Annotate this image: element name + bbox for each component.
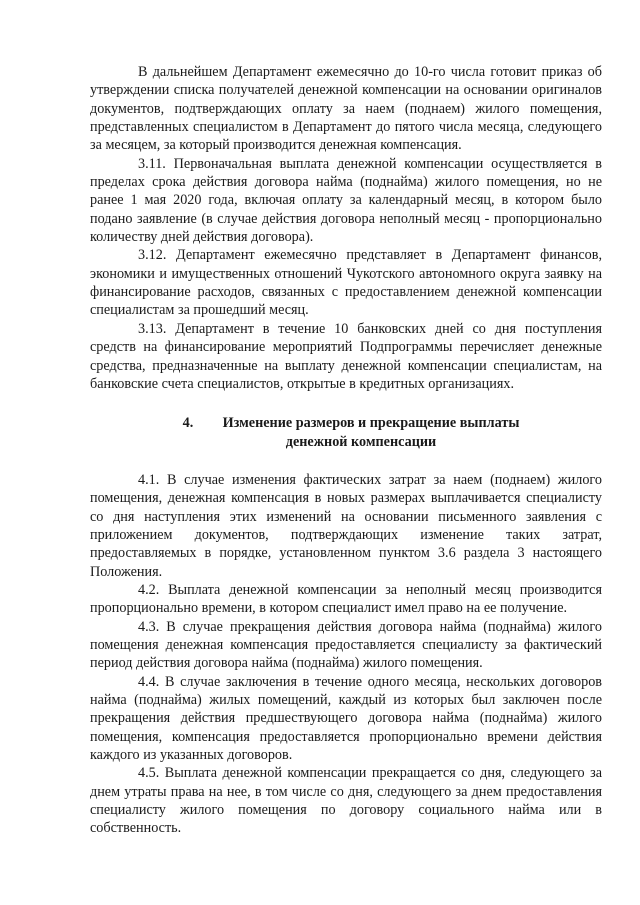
paragraph-4-5: 4.5. Выплата денежной компенсации прекращается со дня, следующего за днем утраты права на нее, в том числе со дня, следующего за днем предоставления специалисту жилого помещения по договору социального найма или в собственность.: [90, 765, 602, 837]
section-title-line1: Изменение размеров и прекращение выплаты: [222, 415, 520, 432]
paragraph-3-11: 3.11. Первоначальная выплата денежной компенсации осуществляется в пределах срока действия договора найма (поднайма) жилого помещения, но не ранее 1 мая 2020 года, включая оплату за календарный месяц, в котором было подано заявление (в случае действия договора неполный месяц - пропорционально количеству дней действия договора).: [90, 155, 602, 246]
paragraph-4-1: 4.1. В случае изменения фактических затрат за наем (поднаем) жилого помещения, денежная компенсация в новых размерах выплачивается специалисту со дня наступления этих изменений на основании письменного заявления с приложением документов, подтверждающих изменение таких затрат, предоставляемых в порядке, установленном пунктом 3.6 раздела 3 настоящего Положения.: [90, 471, 602, 580]
document-page: [90, 63, 602, 838]
paragraph-4-2: 4.2. Выплата денежной компенсации за неполный месяц производится пропорционально времени, в котором специалист имел право на ее получение.: [90, 581, 602, 617]
paragraph-4-4: 4.4. В случае заключения в течение одного месяца, нескольких договоров найма (поднайма) жилых помещений, каждый из которых был заключен после прекращения действия предшествующего договора найма (поднайма) жилого помещения, компенсация предоставляется пропорционально времени действия каждого из указанных договоров.: [90, 673, 602, 764]
paragraph-4-3: 4.3. В случае прекращения действия договора найма (поднайма) жилого помещения денежная компенсация предоставляется специалисту за фактический период действия договора найма (поднайма) жилого помещения.: [90, 618, 602, 672]
section-title-line2: денежной компенсации: [285, 433, 437, 450]
paragraph-monthly-order: В дальнейшем Департамент ежемесячно до 10-го числа готовит приказ об утверждении списка получателей денежной компенсации на основании оригиналов документов, подтверждающих оплату за наем (поднаем) жилого помещения, представленных специалистом в Департамент до пятого числа месяца, следующего за месяцем, за который производится денежная компенсация.: [90, 64, 602, 154]
paragraph-3-12: 3.12. Департамент ежемесячно представляет в Департамент финансов, экономики и имущественных отношений Чукотского автономного округа заявку на финансирование расходов, связанных с предоставлением денежной компенсации специалистам за прошедший месяц.: [90, 247, 602, 319]
paragraph-3-13: 3.13. Департамент в течение 10 банковских дней со дня поступления средств на финансирование мероприятий Подпрограммы перечисляет денежные средства, предназначенные на выплату денежной компенсации специалистам, на банковские счета специалистов, открытые в кредитных организациях.: [90, 320, 602, 392]
section-number: 4.: [182, 415, 194, 432]
section-heading: [90, 414, 602, 451]
section-heading-line1: [90, 414, 602, 432]
